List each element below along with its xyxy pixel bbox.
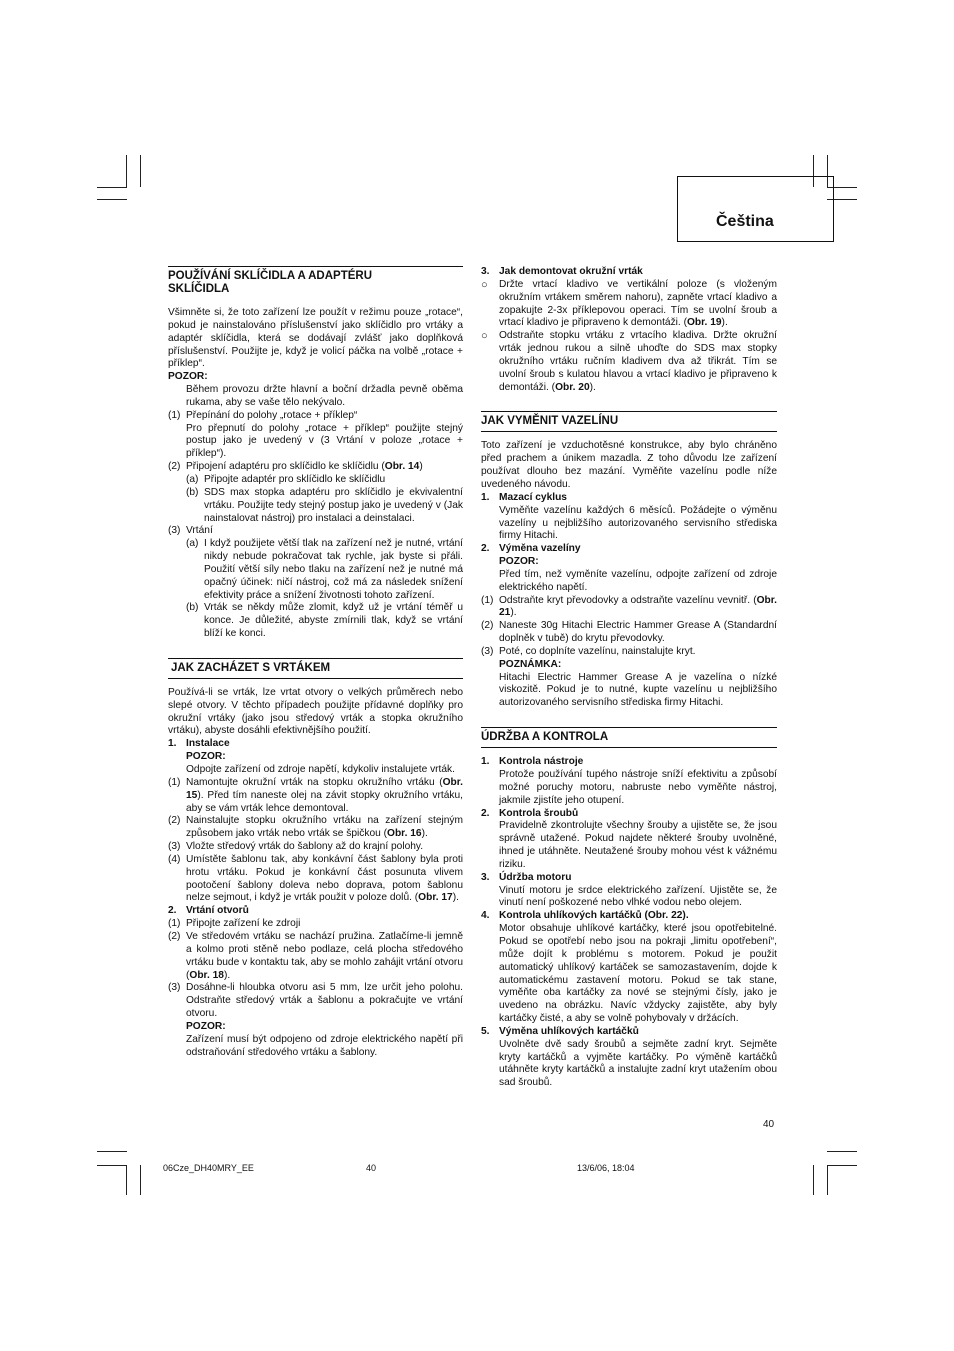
caution-label: POZOR: [499,556,539,568]
item-number: (1) [481,594,494,606]
item-text-part: Namontujte okružní vrták na stopku okružního vrtáku ( [186,776,443,788]
note-label: POZNÁMKA: [499,658,562,670]
item-letter: (a) [186,473,199,485]
crop-mark [827,1151,857,1152]
footer-date: 13/6/06, 18:04 [577,1163,635,1173]
paragraph: Motor obsahuje uhlíkové kartáčky, které jsou opotřebitelné. Pokud se opotřebí nebo jsou na pokraji „limitu opotřebení“, může dojít k problému s motorem. Pokud je použit automatický uhlíkový kartáček se samozastavením, dojde k automatickému zastavení motoru. Pokud se tak stane, vyměňte oba kartáčky za nové se stejnými čísly, jako je uvedeno na obrázku. Navíc vždycky zajistěte, aby byly kartáčky čisté, a aby se volně pohybovaly v držácích. [499,923,777,1025]
caution-text: Před tím, než vyměníte vazelínu, odpojte zařízení od zdroje elektrického napětí. [499,568,777,593]
item-text: Vrták se někdy může zlomit, když už je vrtání téměř u konce. Je důležité, abyste zmírnili tlak, když se vrtání blíží ke konci. [204,602,463,640]
item-text: Vrtání [186,525,213,537]
list-item [168,854,463,905]
numbered-heading [481,910,777,923]
item-text-part: ). [510,607,517,619]
item-text: Naneste 30g Hitachi Electric Hammer Grease A (Standardní doplněk v tubě) do krytu převodovky. [499,620,777,645]
item-letter: (a) [186,538,199,550]
crop-mark [813,1165,814,1195]
bullet-item [481,279,777,330]
figure-ref: Obr. 20 [555,381,590,393]
item-number: (3) [168,982,181,994]
figure-ref: Obr. 21 [499,594,777,619]
list-item [168,525,463,538]
circle-bullet-icon: ○ [481,278,488,291]
item-text: SDS max stopka adaptéru pro sklíčidlo je ekvivalentní vrtáku. Použijte tedy stejný postup jako je uvedený v (Jak nainstalovat nástroj) pro instalaci a deinstalaci. [204,486,463,524]
caution-label: POZOR: [168,371,208,383]
item-text-part: ). [421,828,428,840]
page-number: 40 [763,1119,775,1130]
item-number: (1) [168,918,181,930]
item-text-part: Umístěte šablonu tak, aby konkávní část šablony byla proti hrotu vrtáku. Pokud je konkávní část posunuta vlivem pootočení šablony doleva nebo doprava, potom šablonu nelze sejmout, i když je vrták použit v poloze dolů. ( [186,853,463,904]
caution-text: Během provozu držte hlavní a boční držadla pevně oběma rukama, aby se vaše tělo nekývalo. [186,384,463,408]
caution-text: Odpojte zařízení od zdroje napětí, kdykoliv instalujete vrták. [186,764,455,775]
heading-number: 1. [481,491,490,503]
crop-mark [140,155,141,187]
item-text: Poté, co doplníte vazelínu, nainstalujte kryt. [499,645,696,657]
item-text-part: Připojení adaptéru pro sklíčidlo ke sklíčidlu ( [186,461,385,473]
heading-number: 4. [481,910,490,922]
list-item [168,931,463,982]
left-column [168,266,463,1059]
item-text [186,854,463,905]
paragraph: Používá-li se vrták, lze vrtat otvory o velkých průměrech nebo slepé otvory. V těchto případech použijte přídavné doplňky pro okružní vrtáky (jako jsou středový vrták a stopka okružního vrtáku), abyste dosáhli efektivnějšího použití. [168,686,463,737]
heading-number: 5. [481,1025,490,1037]
item-number: (1) [168,409,181,421]
item-text: Přepínání do polohy „rotace + příklep“ [186,409,358,421]
caution-label: POZOR: [186,751,226,763]
item-text [186,461,463,474]
figure-ref: Obr. 15 [186,776,463,801]
sub-item [168,538,463,602]
note-text: Hitachi Electric Hammer Grease A je vazelína o nízké viskozitě. Pokud je to nutné, kupte vazelínu u nejbližšího autorizovaného servisního střediska firmy Hitachi. [499,671,777,709]
caution-label: POZOR: [186,1020,226,1032]
item-number: (3) [481,645,494,657]
bullet-item [481,330,777,394]
numbered-heading [481,1026,777,1039]
heading-text: Výměna vazelíny [499,543,581,555]
item-text [499,330,777,394]
item-text [186,777,463,816]
paragraph: Vinutí motoru je srdce elektrického zařízení. Ujistěte se, že vinutí není poškozené nebo vlhké vodou nebo olejem. [499,884,777,909]
list-item [481,646,777,659]
item-text: Připojte zařízení ke zdroji [186,918,301,930]
item-number: (3) [168,525,181,537]
crop-mark [97,1165,127,1166]
section-title-line: POUŽÍVÁNÍ SKLÍČIDLA A ADAPTÉRU [168,270,373,282]
item-text [186,815,463,841]
crop-mark [827,1165,857,1166]
item-text-part: ). [721,317,728,329]
list-item [168,841,463,854]
item-text-part: Držte vrtací kladivo ve vertikální poloze (s vloženým okružním vrtákem směrem nahoru), zapněte vrtací kladivo a zopakujte 2-3x příklepovou operaci. Tím se uvolní šroub a vrtací kladivo je připraveno k demontáži. ( [499,278,777,329]
paragraph: Protože používání tupého nástroje sníží efektivitu a způsobí možné poruchy motoru, nabruste nebo vyměňte nástroj, jakmile zjistíte jeho otupení. [499,769,777,806]
item-text [499,595,777,621]
list-item [168,918,463,931]
numbered-heading [481,266,777,279]
numbered-heading [481,492,777,505]
heading-text: Vrtání otvorů [186,905,249,917]
paragraph: Pro přepnutí do polohy „rotace + příklep“ použijte stejný postup jako je uvedený v (3 Vrtání v poloze „rotace + příklep“). [186,422,463,460]
list-item [481,595,777,621]
numbered-heading [481,808,777,821]
figure-ref: Obr. 19 [687,317,722,329]
item-number: (2) [168,930,181,942]
sub-item [168,487,463,526]
crop-mark [97,1151,127,1152]
item-text-part: ). Před tím naneste olej na závit stopky okružního vrtáku, aby se vám vrták lehce demontoval. [186,789,463,814]
crop-mark [97,199,127,200]
item-text [186,931,463,982]
figure-ref: Obr. 14 [384,461,420,473]
item-letter: (b) [186,486,199,498]
section-title-drill: JAK ZACHÁZET S VRTÁKEM [168,658,463,679]
numbered-heading [481,543,777,556]
item-text-part: Ve středovém vrtáku se nachází pružina. Zatlačíme-li jemně a kolmo proti stěně nebo podlaze, celá plocha středového vrtáku bude v kontaktu tak, aby se mohlo zahájit vrtání otvoru ( [186,930,463,981]
item-text: Připojte adaptér pro sklíčidlo ke sklíčidlu [204,473,386,485]
item-text-part: ). [223,969,231,981]
section-title-chuck [168,266,463,299]
paragraph: Toto zařízení je vzduchotěsné konstrukce, aby bylo chráněno před prachem a únikem mazadla. Z toho důvodu lze zařízení používat dlouho bez mazání. Vyměňte vazelínu podle níže uvedeného návodu. [481,440,777,490]
figure-ref: Obr. 18 [189,969,224,981]
paragraph: Všimněte si, že toto zařízení lze použít v režimu pouze „rotace“, pokud je nainstalováno příslušenství jako sklíčidlo pro vrtáky a adaptér sklíčidla, která se dodávají zvlášť jako doplňková příslušenství. Použijte je, když je volicí páčka na volbě „rotace + příklep“. [168,307,463,370]
heading-number: 2. [168,905,177,917]
heading-text: Instalace [186,738,230,750]
heading-number: 1. [168,738,177,750]
footer-page: 40 [366,1163,377,1173]
heading-text: Kontrola šroubů [499,807,579,819]
list-item [168,410,463,423]
numbered-heading [168,905,463,918]
heading-text: Mazací cyklus [499,491,567,503]
item-text-part: Nainstalujte stopku okružního vrtáku na zařízení stejným způsobem jako vrták nebo vrták se špičkou ( [186,815,463,840]
item-text-part: ). [452,892,459,904]
figure-ref: Obr. 17 [418,892,453,904]
list-item [168,982,463,1021]
numbered-heading [481,872,777,885]
language-box [677,176,834,242]
circle-bullet-icon: ○ [481,330,488,343]
item-text-part: Odstraňte kryt převodovky a odstraňte vazelínu vevnitř. ( [499,594,757,606]
item-text: Dosáhne-li hloubka otvoru asi 5 mm, lze určit jeho polohu. Odstraňte středový vrták a šablonu a pokračujte ve vrtání otvoru. [186,982,463,1020]
section-title-maintenance: ÚDRŽBA A KONTROLA [481,727,777,748]
paragraph: Uvolněte dvě sady šroubů a sejměte zadní kryt. Sejměte kryty kartáčků a vyjměte kartáčky. Po výměně kartáčků utáhněte kryty kartáčků a instalujte zadní kryt utažením obou sad šroubů. [499,1038,777,1089]
crop-mark [140,1165,141,1195]
paragraph: Pravidelně zkontrolujte všechny šrouby a ujistěte se, že jsou správně utažené. Pokud najdete některé šrouby uvolněné, ihned je utáhněte. Neutažené šrouby mohou vést k vážnému riziku. [499,820,777,870]
sub-item [168,474,463,487]
heading-number: 1. [481,756,490,768]
caution-text: Zařízení musí být odpojeno od zdroje elektrického napětí při odstraňování středového vrtáku a šablony. [186,1033,463,1058]
section-title-grease: JAK VYMĚNIT VAZELÍNU [481,411,777,432]
paragraph: Vyměňte vazelínu každých 6 měsíců. Požádejte o výměnu vazelíny u nejbližšího autorizovaného servisního střediska firmy Hitachi. [499,504,777,542]
crop-mark [126,1165,127,1195]
heading-number: 3. [481,871,490,883]
list-item [168,815,463,841]
heading-text: Kontrola uhlíkových kartáčků (Obr. 22). [499,910,689,922]
crop-mark [126,155,127,187]
list-item [168,777,463,816]
item-text: I když použijete větší tlak na zařízení než je nutné, vrtání nikdy nebude pokračovat tak rychle, jak byste si přáli. Použití větší síly nebo tlaku na zařízení než je nutné má opačný účinek: ničí nástroj, což má za následek snížení efektivity práce a snížení životnosti tohoto zařízení. [204,538,463,601]
numbered-heading [168,738,463,751]
list-item [481,620,777,646]
item-number: (2) [481,620,494,632]
language-title: Čeština [716,213,774,230]
item-text: Vložte středový vrták do šablony až do krajní polohy. [186,841,424,853]
crop-mark [97,187,127,188]
crop-mark [827,1165,828,1195]
item-text [499,279,777,330]
sub-item [168,602,463,641]
footer-filename: 06Cze_DH40MRY_EE [163,1163,254,1173]
item-text-part: ). [589,381,596,393]
heading-number: 2. [481,543,490,555]
figure-ref: Obr. 16 [387,828,422,840]
right-column [481,266,777,1090]
item-number: (4) [168,853,181,865]
item-text-part: Odstraňte stopku vrtáku z vrtacího kladiva. Držte okružní vrták jednou rukou a silně uhoďte do SDS max stopky okružního vrtáku ručním kladivem dva až třikrát. Tím se uvolní šroub s kulatou hlavou a vrtací kladivo je připraveno k demontáži. ( [499,330,777,393]
heading-text: Kontrola nástroje [499,756,584,768]
item-number: (1) [168,776,181,788]
item-number: (2) [168,461,181,473]
list-item [168,461,463,474]
heading-text: Jak demontovat okružní vrták [499,266,643,277]
numbered-heading [481,756,777,769]
heading-text: Výměna uhlíkových kartáčků [499,1025,639,1037]
heading-text: Údržba motoru [499,871,572,883]
item-number: (3) [168,841,181,853]
heading-number: 2. [481,807,490,819]
section-title-line: SKLÍČIDLA [168,283,230,295]
heading-number: 3. [481,266,490,277]
item-letter: (b) [186,602,199,614]
item-number: (2) [168,815,181,827]
item-text-part: ) [419,461,423,473]
